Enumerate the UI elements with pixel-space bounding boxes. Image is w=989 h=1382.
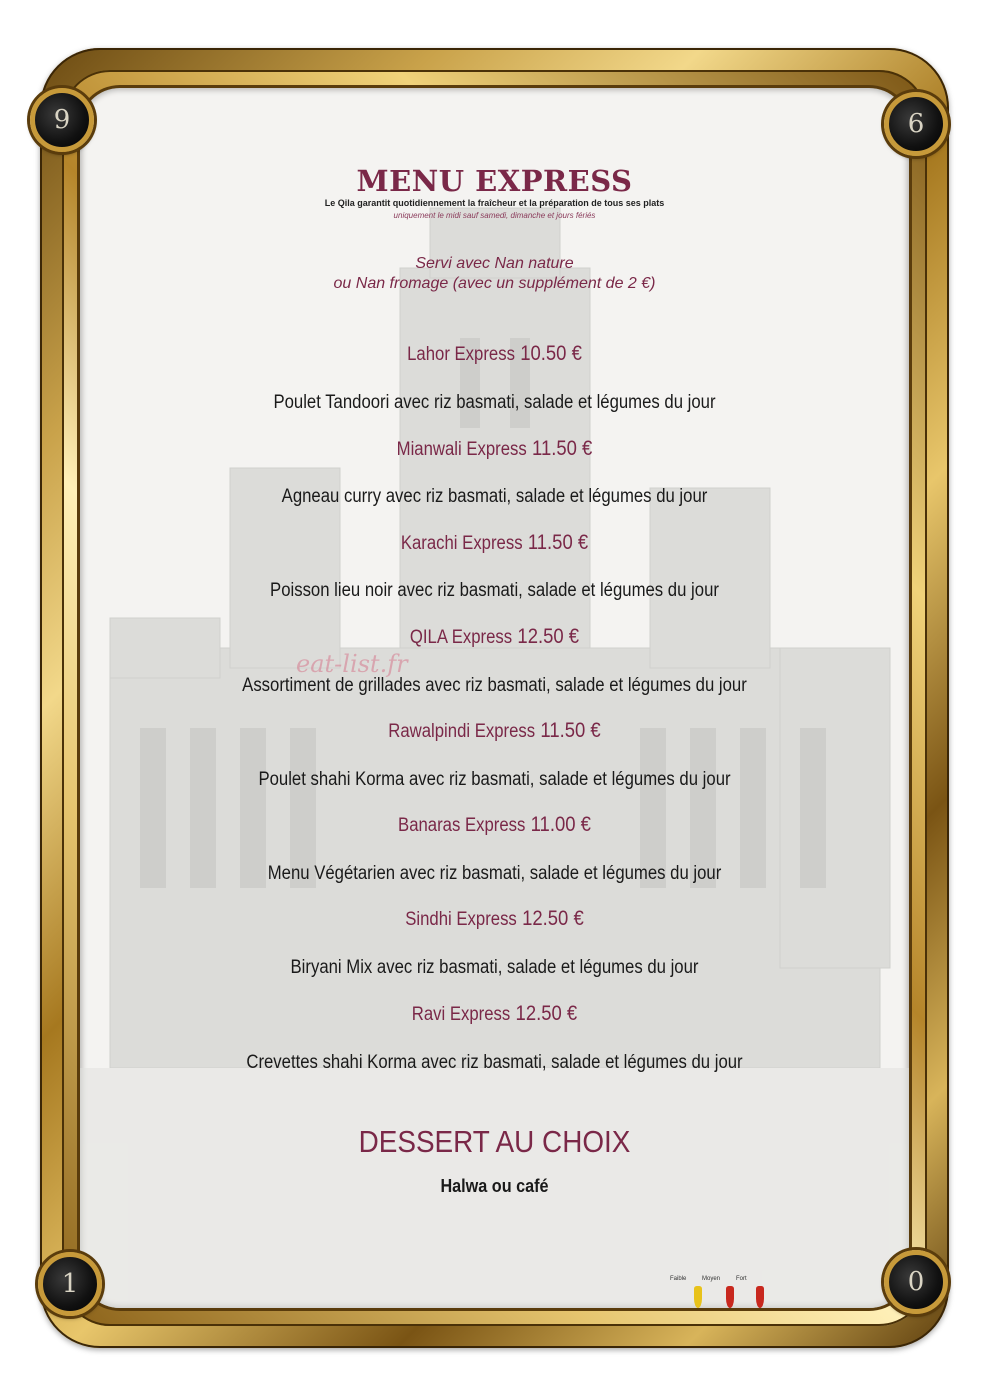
dessert-description: Halwa ou café xyxy=(440,1176,549,1196)
item-price: 12.50 € xyxy=(517,625,580,648)
item-title: Lahor Express xyxy=(407,344,515,365)
menu-item-description: Poisson lieu noir avec riz basmati, salade et légumes du jour xyxy=(270,580,719,601)
item-price: 12.50 € xyxy=(515,1002,578,1025)
item-title: QILA Express xyxy=(409,627,513,648)
spice-level-legend xyxy=(668,1276,778,1316)
chili-red-icon xyxy=(726,1286,734,1308)
spice-label-mild: Faible xyxy=(670,1276,687,1282)
menu-title: MENU EXPRESS xyxy=(356,164,633,198)
served-line-2: ou Nan fromage (avec un supplément de 2 €) xyxy=(333,275,656,292)
menu-item-description: Agneau curry avec riz basmati, salade et légumes du jour xyxy=(281,486,708,507)
item-title: Karachi Express xyxy=(400,533,523,554)
corner-ornament-bottom-left: 1 xyxy=(38,1252,102,1316)
menu-item-name xyxy=(59,531,929,555)
served-line-1: Servi avec Nan nature xyxy=(415,255,574,272)
menu-item-description: Poulet shahi Korma avec riz basmati, salade et légumes du jour xyxy=(258,769,731,790)
item-price: 11.50 € xyxy=(540,719,601,742)
menu-item-description: Crevettes shahi Korma avec riz basmati, salade et légumes du jour xyxy=(246,1052,743,1073)
menu-item-name xyxy=(59,625,929,649)
item-title: Mianwali Express xyxy=(396,439,527,460)
menu-item-description: Biryani Mix avec riz basmati, salade et légumes du jour xyxy=(290,957,699,978)
item-title: Ravi Express xyxy=(411,1004,511,1025)
item-price: 11.00 € xyxy=(530,813,591,836)
item-title: Sindhi Express xyxy=(405,909,517,930)
watermark: eat-list.fr xyxy=(296,650,408,678)
item-price: 11.50 € xyxy=(532,437,593,460)
menu-item-name xyxy=(59,437,929,461)
dessert-title: DESSERT AU CHOIX xyxy=(358,1124,631,1159)
served-with xyxy=(0,254,989,294)
menu-item-name xyxy=(59,719,929,743)
menu-tagline: Le Qila garantit quotidiennement la fraîcheur et la préparation de tous ses plats xyxy=(324,198,665,208)
spice-label-medium: Moyen xyxy=(702,1276,721,1282)
corner-ornament-top-right: 6 xyxy=(884,92,948,156)
item-price: 11.50 € xyxy=(527,531,589,554)
menu-item-description: Poulet Tandoori avec riz basmati, salade et légumes du jour xyxy=(273,392,716,413)
item-price: 10.50 € xyxy=(520,342,582,365)
menu-item-description: Assortiment de grillades avec riz basmati, salade et légumes du jour xyxy=(242,675,747,696)
menu-item-name xyxy=(59,813,929,837)
item-title: Banaras Express xyxy=(398,815,526,836)
corner-ornament-top-left: 9 xyxy=(30,88,94,152)
menu-availability: uniquement le midi sauf samedi, dimanche et jours fériés xyxy=(393,211,596,220)
chili-red-icon xyxy=(756,1286,764,1308)
menu-item-description: Menu Végétarien avec riz basmati, salade et légumes du jour xyxy=(267,863,722,884)
item-title: Rawalpindi Express xyxy=(388,721,536,742)
menu-item-name xyxy=(59,907,929,931)
spice-label-hot: Fort xyxy=(736,1276,747,1282)
menu-item-name xyxy=(59,1002,929,1026)
corner-ornament-bottom-right: 0 xyxy=(884,1250,948,1314)
menu-item-name xyxy=(59,342,929,366)
item-price: 12.50 € xyxy=(522,907,584,930)
chili-yellow-icon xyxy=(694,1286,702,1308)
